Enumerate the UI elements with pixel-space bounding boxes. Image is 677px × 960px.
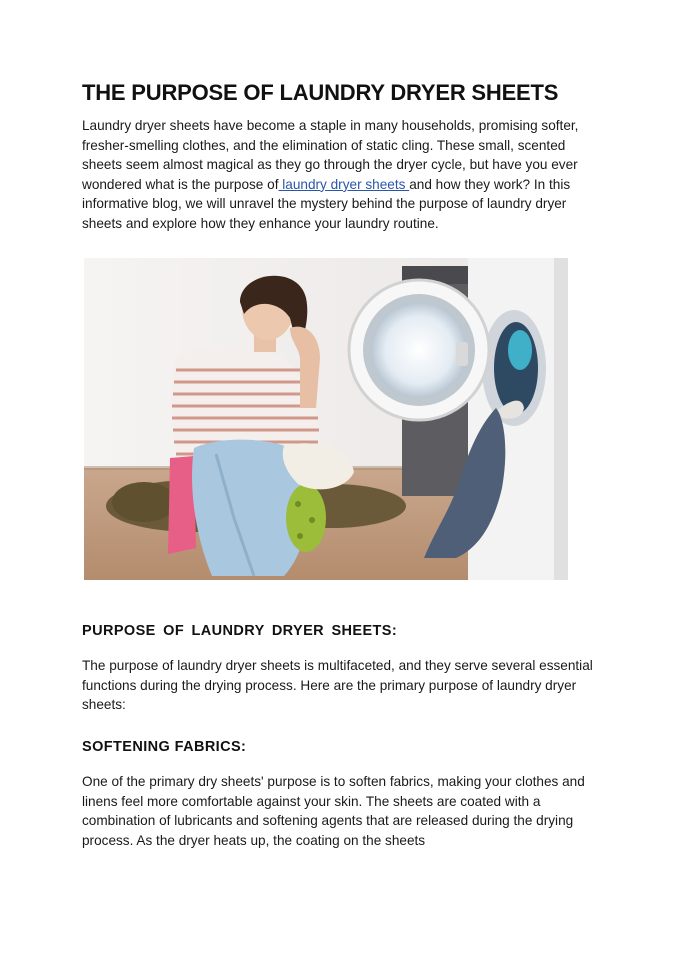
page-title: THE PURPOSE OF LAUNDRY DRYER SHEETS: [82, 80, 559, 105]
section-body-softening-fabrics: One of the primary dry sheets' purpose is to soften fabrics, making your clothes and linens feel more comfortable against your skin. The sheets are coated with a combination of lubricants and softening agents that are released during the drying process. As the dryer heats up, the coating on the sheets: [82, 774, 585, 848]
intro-text-before-link: Laundry dryer sheets have become a staple in many households, promising softer, fresher-smelling clothes, and the elimination of static cling. These small, scented sheets seem almost magical as they go through the dryer cycle, but have you ever wondered what is the purpose of: [82, 118, 579, 192]
intro-paragraph: [82, 116, 602, 234]
section-heading-purpose: PURPOSE OF LAUNDRY DRYER SHEETS:: [82, 623, 398, 639]
laundry-photo: [84, 258, 568, 580]
laundry-dryer-sheets-link[interactable]: laundry dryer sheets: [278, 176, 410, 192]
section-body-purpose: The purpose of laundry dryer sheets is multifaceted, and they serve several essential functions during the drying process. Here are the primary purpose of laundry dryer sheets:: [82, 658, 593, 713]
section-heading-softening-fabrics: SOFTENING FABRICS:: [82, 739, 247, 755]
laundry-photo-illustration: [84, 258, 568, 580]
intro-text-after-link: and how they work? In this informative blog, we will unravel the mystery behind the purpose of laundry dryer sheets and explore how they enhance your laundry routine.: [82, 176, 571, 231]
